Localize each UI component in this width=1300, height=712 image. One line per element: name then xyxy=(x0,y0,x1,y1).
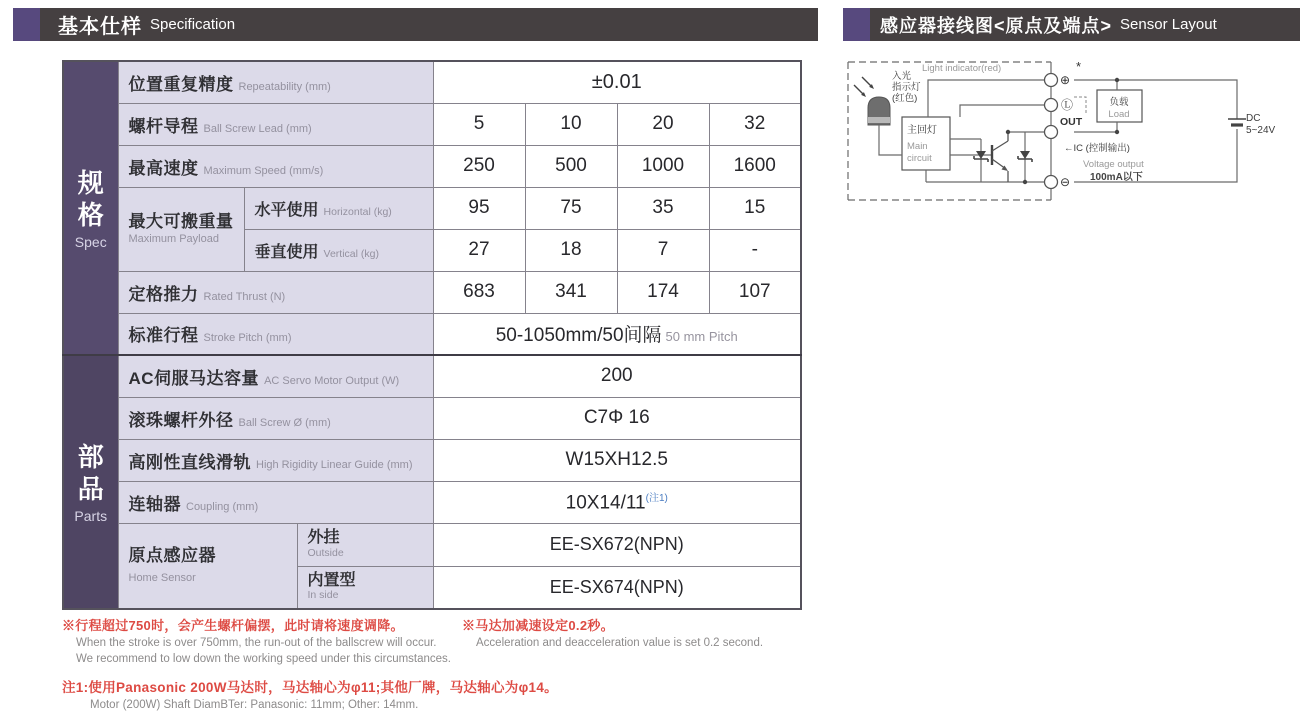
table-row xyxy=(63,61,801,103)
label-en: Ball Screw Lead (mm) xyxy=(203,122,312,135)
terminal-minus-glyph: ⊖ xyxy=(1060,175,1071,189)
table-row xyxy=(63,145,801,187)
footnote-3 xyxy=(62,676,558,712)
spec-header-en: Specification xyxy=(150,16,236,33)
load-zh: 负载 xyxy=(1109,97,1129,108)
row-label-home-sensor xyxy=(118,523,297,609)
sublabel-horizontal xyxy=(244,187,433,229)
sidebar-spec xyxy=(63,61,118,355)
label-en: High Rigidity Linear Guide (mm) xyxy=(256,458,413,471)
cell-vertical-1: 27 xyxy=(433,229,525,271)
label-en: Coupling (mm) xyxy=(186,500,259,513)
load-en: Load xyxy=(1108,109,1130,120)
zener-diode-icon xyxy=(1020,151,1030,159)
cell-thrust-4: 107 xyxy=(709,271,801,313)
spec-header-bar xyxy=(40,8,818,41)
asterisk: * xyxy=(1076,59,1082,74)
spec-section-header xyxy=(13,8,818,41)
cell-speed-3: 1000 xyxy=(617,145,709,187)
cell-lead-2: 10 xyxy=(525,103,617,145)
footnote-1-en-line2: We recommend to low down the working speed under this circumstances. xyxy=(76,652,451,665)
cell-screw-value: C7Φ 16 xyxy=(433,397,801,439)
light-indicator-zh-line2: 指示灯 xyxy=(892,82,921,93)
label-en: Repeatability (mm) xyxy=(238,80,331,93)
coupling-value: 10X14/11 xyxy=(565,492,646,514)
label-en: Ball Screw Ø (mm) xyxy=(238,416,331,429)
label-zh: AC伺服马达容量 xyxy=(128,368,260,388)
row-label-stroke xyxy=(118,313,433,355)
sidebar-parts-zh: 部品 xyxy=(77,441,104,504)
light-arrow xyxy=(862,77,871,86)
label-zh: 最高速度 xyxy=(128,158,199,178)
label-en: Rated Thrust (N) xyxy=(203,290,286,303)
sublabel-outside xyxy=(297,523,433,566)
label-zh: 原点感应器 xyxy=(128,546,216,566)
terminal-l-circle xyxy=(1045,99,1058,112)
sidebar-parts-en: Parts xyxy=(74,507,108,524)
coupling-note-ref: (注1) xyxy=(645,493,668,505)
sensor-header-zh: 感应器接线图<原点及端点> xyxy=(880,15,1113,36)
light-indicator-zh-line1: 入光 xyxy=(892,71,912,82)
ic-label: ←IC (控制输出) xyxy=(1064,143,1130,154)
label-zh: 连轴器 xyxy=(128,494,181,514)
sensor-wiring-diagram xyxy=(840,55,1300,215)
sidebar-spec-en: Spec xyxy=(74,233,107,250)
wire-zener1 xyxy=(950,139,981,182)
specification-table xyxy=(62,60,802,610)
cell-stroke-value xyxy=(433,313,801,355)
footnote-2 xyxy=(462,615,763,652)
light-indicator-en: Light indicator(red) xyxy=(922,63,1002,74)
table-row xyxy=(63,355,801,397)
terminal-l-glyph: Ⓛ xyxy=(1061,98,1074,112)
terminal-plus-circle xyxy=(1045,74,1058,87)
junction-dot xyxy=(1006,130,1010,134)
main-circuit-en2: circuit xyxy=(907,153,932,164)
transistor-collector xyxy=(992,141,1008,151)
row-label-guide xyxy=(118,439,433,481)
sensor-circuit-svg xyxy=(840,55,1300,215)
junction-dot xyxy=(1115,78,1119,82)
label-zh: 定格推力 xyxy=(128,284,199,304)
label-en: Maximum Payload xyxy=(128,232,219,245)
cell-vertical-3: 7 xyxy=(617,229,709,271)
wire-minus-rail xyxy=(926,170,1044,182)
cell-lead-3: 20 xyxy=(617,103,709,145)
junction-dot xyxy=(1115,130,1119,134)
cell-lead-1: 5 xyxy=(433,103,525,145)
footnote-2-zh: ※马达加减速设定0.2秒。 xyxy=(462,618,614,633)
table-row xyxy=(63,313,801,355)
footnote-1 xyxy=(62,615,451,667)
footnote-3-en: Motor (200W) Shaft DiamBTer: Panasonic: 11mm; Other: 14mm. xyxy=(90,699,419,711)
footnote-3-zh: 注1:使用Panasonic 200W马达时，马达轴心为φ11;其他厂牌，马达轴心为φ14。 xyxy=(62,680,558,695)
main-circuit-en1: Main xyxy=(907,141,928,152)
light-indicator-zh-line3: (红色) xyxy=(892,93,918,104)
cell-horizontal-1: 95 xyxy=(433,187,525,229)
cell-coupling-value xyxy=(433,481,801,523)
wire-plus xyxy=(928,80,1044,117)
cell-speed-1: 250 xyxy=(433,145,525,187)
label-zh: 最大可搬重量 xyxy=(128,212,234,232)
label-en: Outside xyxy=(307,546,344,559)
label-en: Stroke Pitch (mm) xyxy=(203,332,292,345)
stroke-value-en: 50 mm Pitch xyxy=(665,329,738,345)
label-zh: 标准行程 xyxy=(128,326,199,346)
footnote-1-zh: ※行程超过750时，会产生螺杆偏摆，此时请将速度调降。 xyxy=(62,618,404,633)
table-row xyxy=(63,187,801,229)
table-row xyxy=(63,271,801,313)
purple-accent-square xyxy=(13,8,40,41)
row-label-motor xyxy=(118,355,433,397)
sensor-header-en: Sensor Layout xyxy=(1120,16,1217,33)
cell-sensor-inside: EE-SX674(NPN) xyxy=(433,566,801,609)
cell-thrust-3: 174 xyxy=(617,271,709,313)
terminal-out-circle xyxy=(1045,126,1058,139)
stroke-value-zh: 50-1050mm/50间隔 xyxy=(495,325,662,347)
out-label: OUT xyxy=(1060,116,1083,128)
cell-horizontal-3: 35 xyxy=(617,187,709,229)
label-en: Horizontal (kg) xyxy=(323,205,392,218)
cell-vertical-4: - xyxy=(709,229,801,271)
label-zh: 高刚性直线滑轨 xyxy=(128,452,251,472)
cell-vertical-2: 18 xyxy=(525,229,617,271)
table-row xyxy=(63,439,801,481)
dc-label: DC xyxy=(1246,113,1261,124)
sensor-section-header xyxy=(843,8,1300,41)
junction-dot xyxy=(1023,180,1027,184)
l-terminal-dashes xyxy=(1074,97,1086,113)
cell-sensor-outside: EE-SX672(NPN) xyxy=(433,523,801,566)
cell-motor-value: 200 xyxy=(433,355,801,397)
dc-voltage-label: 5~24V xyxy=(1246,125,1276,136)
led-band xyxy=(868,117,890,123)
row-label-payload xyxy=(118,187,244,271)
light-arrow xyxy=(854,85,863,94)
sensor-header-bar xyxy=(870,8,1300,41)
row-label-speed xyxy=(118,145,433,187)
cell-horizontal-2: 75 xyxy=(525,187,617,229)
row-label-thrust xyxy=(118,271,433,313)
wire-l xyxy=(960,105,1044,117)
table-row xyxy=(63,481,801,523)
label-en: In side xyxy=(307,589,339,602)
row-label-coupling xyxy=(118,481,433,523)
footnote-1-en-line1: When the stroke is over 750mm, the run-out of the ballscrew will occur. xyxy=(76,637,437,649)
cell-lead-4: 32 xyxy=(709,103,801,145)
label-zh: 螺杆导程 xyxy=(128,116,199,136)
cell-horizontal-4: 15 xyxy=(709,187,801,229)
terminal-plus-glyph: ⊕ xyxy=(1060,73,1071,87)
wire-led xyxy=(879,125,902,155)
sidebar-parts xyxy=(63,355,118,609)
cell-repeatability-value: ±0.01 xyxy=(433,61,801,103)
row-label-lead xyxy=(118,103,433,145)
label-en: AC Servo Motor Output (W) xyxy=(264,374,400,387)
label-en: Maximum Speed (mm/s) xyxy=(203,164,324,177)
cell-thrust-1: 683 xyxy=(433,271,525,313)
table-row xyxy=(63,397,801,439)
voltage-output-label: Voltage output xyxy=(1083,159,1144,170)
cell-thrust-2: 341 xyxy=(525,271,617,313)
table-row xyxy=(63,103,801,145)
table-row xyxy=(63,523,801,566)
sidebar-spec-zh: 规格 xyxy=(77,167,104,230)
label-en: Home Sensor xyxy=(128,572,196,585)
cell-speed-2: 500 xyxy=(525,145,617,187)
spec-header-zh: 基本仕样 xyxy=(58,16,142,38)
cell-guide-value: W15XH12.5 xyxy=(433,439,801,481)
row-label-repeatability xyxy=(118,61,433,103)
cell-speed-4: 1600 xyxy=(709,145,801,187)
terminal-minus-circle xyxy=(1045,176,1058,189)
label-zh: 内置型 xyxy=(307,571,356,589)
main-circuit-zh: 主回灯 xyxy=(907,125,937,136)
row-label-screw xyxy=(118,397,433,439)
label-zh: 垂直使用 xyxy=(254,243,319,261)
label-zh: 水平使用 xyxy=(254,201,319,219)
label-zh: 位置重复精度 xyxy=(128,74,234,94)
sublabel-inside xyxy=(297,566,433,609)
sublabel-vertical xyxy=(244,229,433,271)
label-en: Vertical (kg) xyxy=(323,247,379,260)
footnote-2-en: Acceleration and deacceleration value is set 0.2 second. xyxy=(476,637,764,649)
purple-accent-square xyxy=(843,8,870,41)
label-zh: 滚珠螺杆外径 xyxy=(128,410,234,430)
current-limit-label: 100mA以下 xyxy=(1090,172,1143,183)
label-zh: 外挂 xyxy=(307,528,340,546)
